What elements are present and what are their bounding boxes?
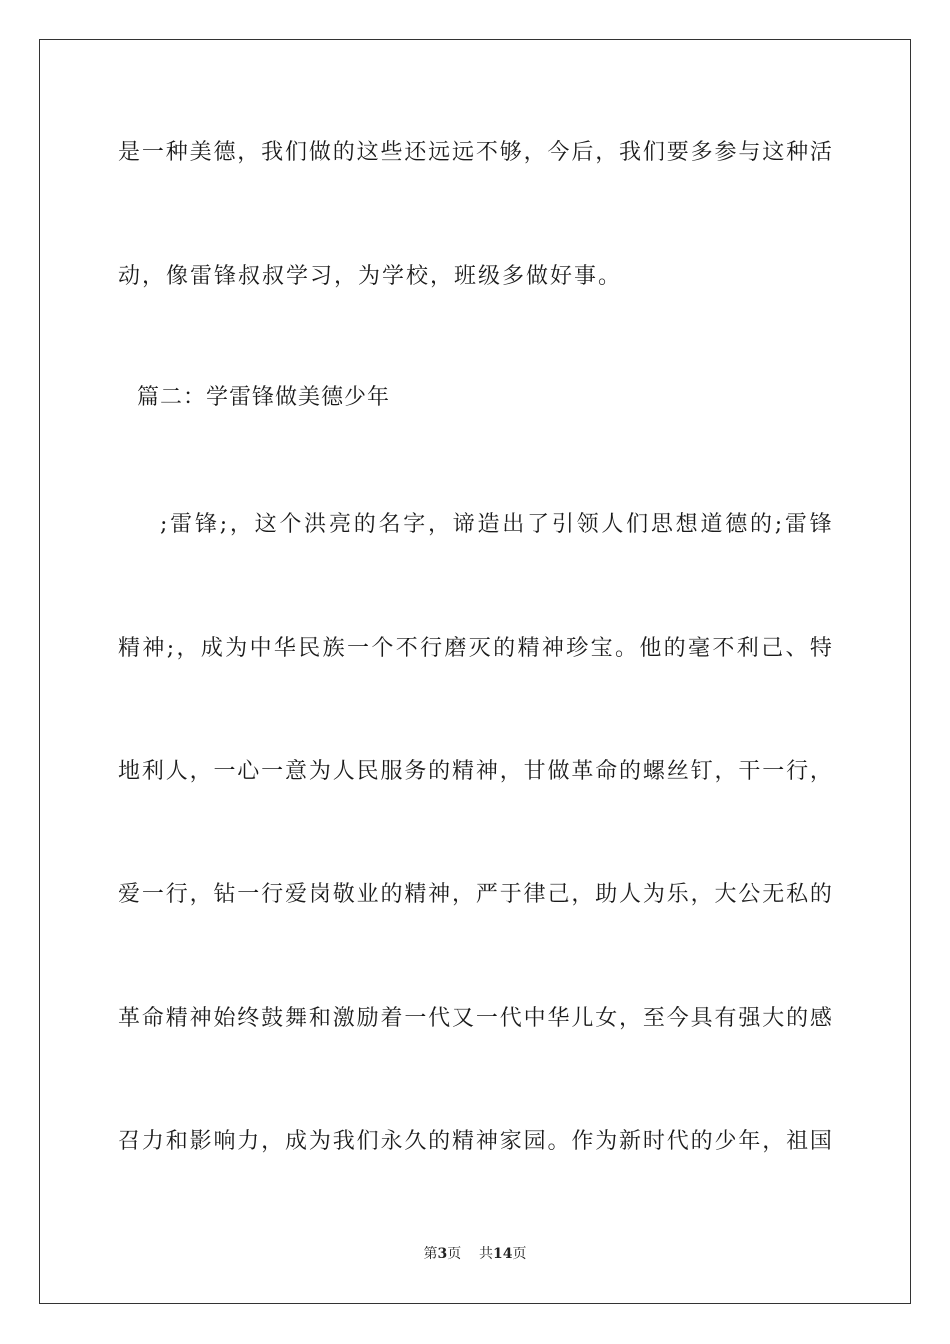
footer-total-number: 14	[493, 1246, 513, 1262]
footer-total-suffix: 页	[512, 1246, 527, 1262]
body-line-4: 精 神 ; ， 成 为 中 华 民 族 一 个 不 行 磨 灭 的 精 神 珍 宝 。 他 的 毫 不 利 己 、 特	[118, 636, 832, 661]
body-line-2: 动，像雷锋叔叔学习，为学校，班级多做好事。	[118, 264, 623, 289]
footer-page-suffix: 页	[447, 1246, 462, 1262]
page-border	[39, 39, 911, 1304]
footer-page-number: 3	[437, 1246, 448, 1262]
footer-page-prefix: 第	[423, 1246, 438, 1262]
body-line-6: 爱 一 行 ， 钻 一 行 爱 岗 敬 业 的 精 神 ， 严 于 律 己 ， 助 人 为 乐 ， 大 公 无 私 的	[118, 882, 832, 907]
page-footer	[0, 1244, 950, 1264]
section-heading: 篇二：学雷锋做美德少年	[137, 385, 391, 410]
body-line-3: ; 雷 锋 ; ， 这 个 洪 亮 的 名 字 ， 谛 造 出 了 引 领 人 们 思 想 道 德 的 ; 雷 锋	[160, 512, 832, 537]
body-line-8: 召 力 和 影 响 力 ， 成 为 我 们 永 久 的 精 神 家 园 。 作 为 新 时 代 的 少 年 ， 祖 国	[118, 1129, 832, 1154]
body-line-5: 地 利 人 ， 一 心 一 意 为 人 民 服 务 的 精 神 ， 甘 做 革 命 的 螺 丝 钉 ， 干 一 行 ，	[118, 759, 832, 784]
footer-total-prefix: 共	[479, 1246, 494, 1262]
body-line-7: 革 命 精 神 始 终 鼓 舞 和 激 励 着 一 代 又 一 代 中 华 儿 女 ， 至 今 具 有 强 大 的 感	[118, 1006, 832, 1031]
body-line-1: 是 一 种 美 德 ， 我 们 做 的 这 些 还 远 远 不 够 ， 今 后 ， 我 们 要 多 参 与 这 种 活	[118, 140, 832, 165]
